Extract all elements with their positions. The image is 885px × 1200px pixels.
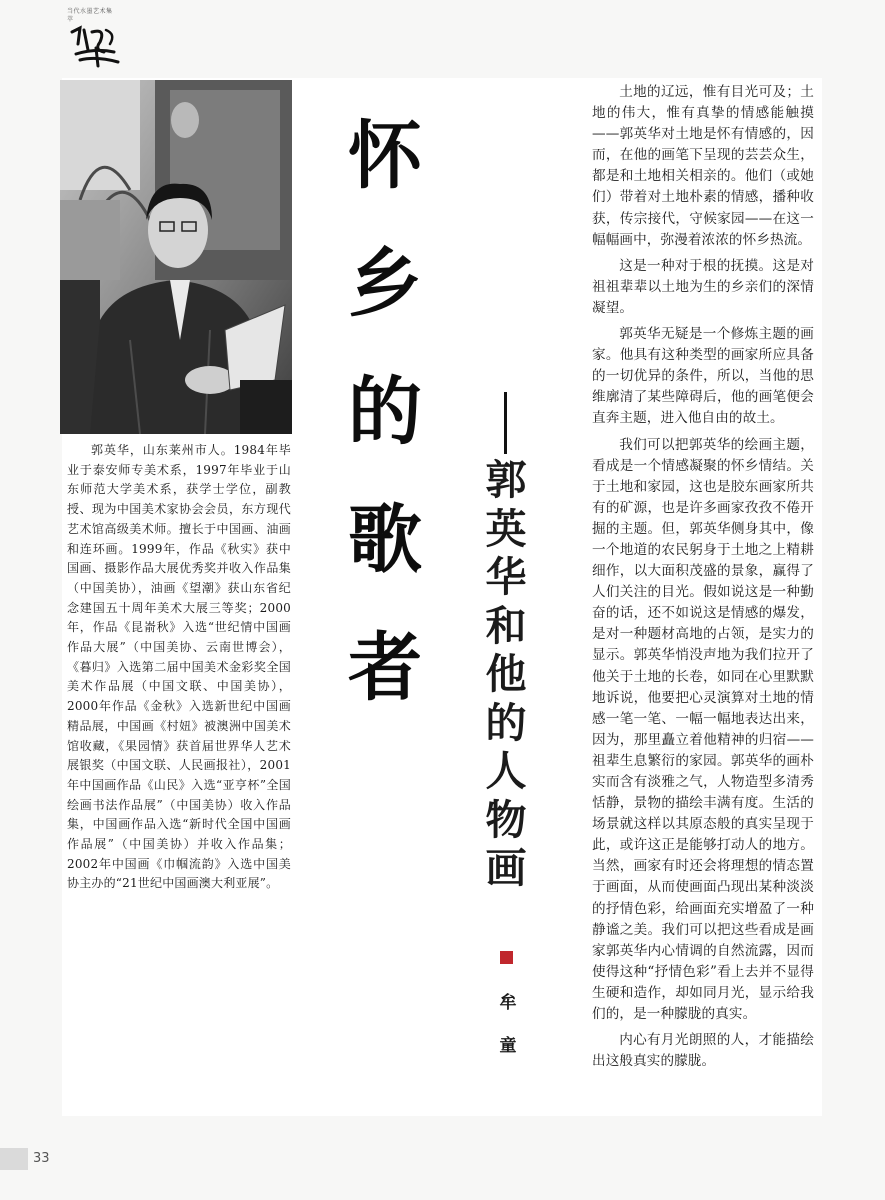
subtitle-char: 华 — [485, 553, 527, 601]
article-paragraph: 郭英华无疑是一个修炼主题的画家。他具有这种类型的画家所应具备的一切优异的条件，所以，当他的思维廓清了某些障碍后，他的画笔便会直奔主题，进入他自由的故土。 — [592, 326, 814, 427]
subtitle-char: 物 — [485, 795, 527, 844]
title-char: 者 — [348, 625, 422, 711]
article-paragraph: 这是一种对于根的抚摸。这是对祖祖辈辈以土地为生的乡亲们的深情凝望。 — [592, 257, 814, 316]
logo-calligraphy — [66, 22, 124, 70]
artist-bio — [67, 441, 291, 894]
red-square-marker — [500, 951, 513, 964]
page-title — [345, 113, 425, 758]
subtitle-char: 画 — [485, 844, 527, 892]
title-char: 歌 — [348, 497, 422, 583]
subtitle — [482, 456, 530, 893]
article-paragraph: 土地的辽远，惟有目光可及；土地的伟大，惟有真挚的情感能触摸——郭英华对土地是怀有情感的，因而，在他的画笔下呈现的芸芸众生，都是和土地相关相亲的。他们（或她们）带着对土地朴素的情感，播种收获，传宗接代，守候家园——在这一幅幅画中，弥漫着浓浓的怀乡热流。 — [592, 84, 814, 248]
bio-text: 郭英华，山东莱州市人。1984年毕业于泰安师专美术系，1997年毕业于山东师范大学美术系，获学士学位，副教授、现为中国美术家协会会员，东方现代艺术馆高级美术师。擅长于中国画、油画和连环画。1999年，作品《秋实》获中国画、摄影作品大展优秀奖并收入作品集（中国美协），油画《望潮》获山东省纪念建国五十周年美术大展三等奖；2000年，作品《昆嵛秋》入选“世纪情中国画作品大展”（中国美协、云南世博会），《暮归》入选第二届中国美术金彩奖全国美术作品展（中国文联、中国美协），2000年作品《金秋》入选新世纪中国画精品展，中国画《村妞》被澳洲中国美术馆收藏，《果园情》获首届世界华人艺术展银奖（中国文联、人民画报社），2001年中国画作品《山民》入选“亚亨杯”全国绘画书法作品展”（中国美协）收入作品集，中国画作品入选“新时代全国中国画作品展”（中国美协）并收入作品集；2002年中国画《巾帼流韵》入选中国美协主办的“21世纪中国画澳大利亚展”。 — [67, 443, 291, 891]
artist-photo — [60, 80, 292, 434]
page-number-bar — [0, 1148, 28, 1170]
title-char: 乡 — [348, 241, 422, 327]
subtitle-char: 人 — [485, 747, 527, 795]
subtitle-char: 和 — [485, 601, 527, 650]
author-char: 童 — [499, 1036, 517, 1056]
series-label: 当代水墨艺术集萃 — [67, 8, 113, 23]
author-name — [496, 982, 520, 1068]
subtitle-char: 的 — [485, 698, 527, 747]
page-number: 33 — [33, 1151, 50, 1166]
subtitle-char: 郭 — [485, 456, 527, 504]
title-char: 的 — [348, 369, 422, 455]
article-paragraph: 我们可以把郭英华的绘画主题，看成是一个情感凝聚的怀乡情结。关于土地和家园，这也是胶东画家所共有的矿源，也是许多画家孜孜不倦开掘的主题。但，郭英华侧身其中，像一个地道的农民躬身于土地之上精耕细作，以大面积茂盛的景象，赢得了人们关注的目光。假如说这是一种勤奋的话，还不如说这是情感的爆发，是对一种题材高地的占领，是实力的显示。郭英华悄没声地为我们拉开了他关于土地的长卷，如同在心里默默地诉说，他要把心灵演算对土地的情感一笔一笔、一幅一幅地表达出来，因为，那里矗立着他精神的归宿——祖辈生息繁衍的家园。郭英华的画朴实而含有淡雅之气，人物造型多清秀恬静，景物的描绘丰满有度。生活的场景就这样以其原态般的真实呈现于此，或许这正是能够打动人的地方。当然，画家有时还会将理想的情态置于画面，从而使画面凸现出某种淡淡的抒情色彩，给画面充实增盈了一种静谧之美。我们可以把这些看成是画家郭英华内心情调的自然流露，因而使得这种“抒情色彩”看上去并不显得生硬和造作，却如同月光，显示给我们的，是一种朦胧的真实。 — [592, 436, 814, 1023]
author-char: 牟 — [499, 993, 517, 1013]
title-char: 怀 — [348, 113, 422, 199]
article-body — [592, 82, 814, 1077]
subtitle-char: 英 — [485, 504, 527, 553]
subtitle-char: 他 — [485, 650, 527, 698]
subtitle-dash — [504, 392, 507, 454]
article-paragraph: 内心有月光朗照的人，才能描绘出这般真实的朦胧。 — [592, 1032, 814, 1070]
